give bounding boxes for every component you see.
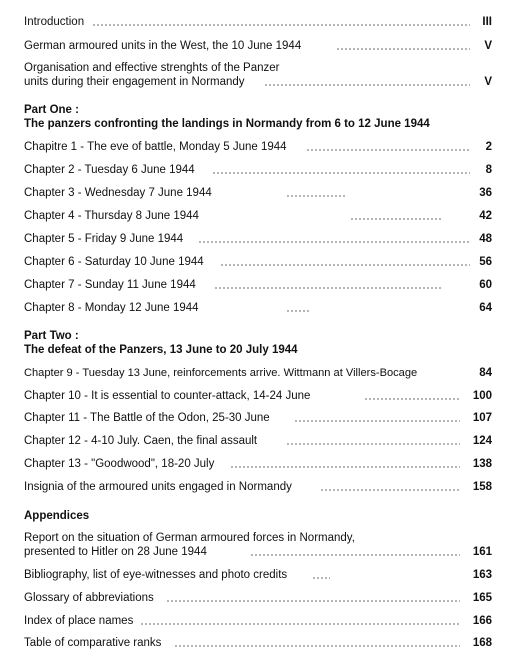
dot-leader xyxy=(214,287,442,289)
toc-entry-chapter-12 xyxy=(24,434,492,448)
toc-entry-page: 56 xyxy=(479,256,492,268)
toc-entry-page: 100 xyxy=(472,390,492,402)
toc-entry-title: Chapter 8 - Monday 12 June 1944 xyxy=(24,302,199,314)
toc-entry-bibliography xyxy=(24,568,492,582)
dot-leader xyxy=(294,420,460,422)
dot-leader xyxy=(286,443,460,445)
toc-entry-page: 163 xyxy=(472,569,492,581)
toc-entry-page: 124 xyxy=(472,435,492,447)
toc-entry-title: Chapter 3 - Wednesday 7 June 1944 xyxy=(24,187,212,199)
toc-entry-page: 42 xyxy=(479,210,492,222)
toc-entry-title: Chapter 10 - It is essential to counter-attack, 14-24 June xyxy=(24,390,311,402)
toc-entry-page: 48 xyxy=(479,233,492,245)
dot-leader xyxy=(312,577,330,579)
dot-leader xyxy=(230,466,460,468)
toc-entry-title: Chapter 12 - 4-10 July. Caen, the final assault xyxy=(24,435,258,447)
toc-entry-title: Chapter 13 - "Goodwood", 18-20 July xyxy=(24,458,215,470)
toc-entry-title: Chapter 7 - Sunday 11 June 1944 xyxy=(24,279,196,291)
toc-entry-organisation xyxy=(24,61,492,89)
toc-entry-page: 165 xyxy=(472,592,492,604)
toc-entry-title-line-1: Organisation and effective strenghts of the Panzer xyxy=(24,62,280,74)
part-two-label: Part Two : xyxy=(24,330,79,342)
toc-entry-chapter-10 xyxy=(24,389,492,403)
dot-leader xyxy=(220,264,470,266)
dot-leader xyxy=(286,310,310,312)
dot-leader xyxy=(286,195,346,197)
toc-entry-chapter-9 xyxy=(24,366,492,380)
toc-entry-title-line-2: presented to Hitler on 28 June 1944 xyxy=(24,546,207,558)
appendices-label: Appendices xyxy=(24,510,90,522)
toc-entry-german-units xyxy=(24,39,492,53)
toc-entry-page: 36 xyxy=(479,187,492,199)
part-two-subtitle: The defeat of the Panzers, 13 June to 20 July 1944 xyxy=(24,344,298,356)
toc-entry-title: Chapter 5 - Friday 9 June 1944 xyxy=(24,233,184,245)
dot-leader xyxy=(320,489,460,491)
toc-entry-title: Chapter 2 - Tuesday 6 June 1944 xyxy=(24,164,195,176)
toc-entry-title: Chapitre 1 - The eve of battle, Monday 5 June 1944 xyxy=(24,141,287,153)
toc-entry-page: 107 xyxy=(472,412,492,424)
toc-entry-title-line-2: units during their engagement in Normandy xyxy=(24,76,245,88)
toc-entry-ranks xyxy=(24,636,492,650)
toc-entry-chapter-1 xyxy=(24,140,492,154)
toc-entry-index xyxy=(24,614,492,628)
part-one-subtitle: The panzers confronting the landings in Normandy from 6 to 12 June 1944 xyxy=(24,118,430,130)
toc-entry-title: Table of comparative ranks xyxy=(24,637,162,649)
dot-leader xyxy=(250,554,460,556)
toc-entry-title: Index of place names xyxy=(24,615,134,627)
dot-leader xyxy=(198,241,470,243)
toc-entry-title: Introduction xyxy=(24,16,85,28)
toc-entry-chapter-5 xyxy=(24,232,492,246)
toc-entry-chapter-7 xyxy=(24,278,492,292)
toc-entry-title-line-1: Report on the situation of German armoured forces in Normandy, xyxy=(24,532,355,544)
toc-entry-chapter-11 xyxy=(24,411,492,425)
toc-entry-page: 168 xyxy=(472,637,492,649)
dot-leader xyxy=(92,24,470,26)
toc-entry-glossary xyxy=(24,591,492,605)
toc-entry-title: German armoured units in the West, the 10 June 1944 xyxy=(24,40,302,52)
toc-entry-page: 166 xyxy=(472,615,492,627)
toc-entry-chapter-8 xyxy=(24,301,492,315)
toc-entry-page: 161 xyxy=(472,546,492,558)
dot-leader xyxy=(364,398,460,400)
toc-entry-page: 64 xyxy=(479,302,492,314)
toc-entry-page: 158 xyxy=(472,481,492,493)
dot-leader xyxy=(174,645,460,647)
toc-entry-title: Chapter 4 - Thursday 8 June 1944 xyxy=(24,210,199,222)
toc-entry-report xyxy=(24,531,492,559)
toc-entry-chapter-6 xyxy=(24,255,492,269)
toc-entry-title: Chapter 6 - Saturday 10 June 1944 xyxy=(24,256,204,268)
toc-entry-page: 84 xyxy=(479,367,492,379)
toc-entry-insignia xyxy=(24,480,492,494)
toc-entry-page: V xyxy=(484,76,492,88)
dot-leader xyxy=(140,623,460,625)
toc-entry-chapter-4 xyxy=(24,209,492,223)
toc-entry-page: 8 xyxy=(485,164,492,176)
toc-entry-page: V xyxy=(484,40,492,52)
dot-leader xyxy=(212,172,470,174)
part-one-label: Part One : xyxy=(24,104,79,116)
toc-entry-page: 2 xyxy=(485,141,492,153)
toc-entry-chapter-2 xyxy=(24,163,492,177)
toc-entry-title: Insignia of the armoured units engaged in Normandy xyxy=(24,481,292,493)
dot-leader xyxy=(166,600,460,602)
toc-entry-page: 60 xyxy=(479,279,492,291)
toc-entry-chapter-13 xyxy=(24,457,492,471)
toc-entry-page: 138 xyxy=(472,458,492,470)
toc-entry-title: Chapter 9 - Tuesday 13 June, reinforcements arrive. Wittmann at Villers-Bocage xyxy=(24,367,418,379)
toc-entry-introduction xyxy=(24,15,492,29)
dot-leader xyxy=(306,149,470,151)
toc-entry-title: Glossary of abbreviations xyxy=(24,592,154,604)
dot-leader xyxy=(350,218,442,220)
toc-entry-title: Chapter 11 - The Battle of the Odon, 25-30 June xyxy=(24,412,270,424)
toc-entry-title: Bibliography, list of eye-witnesses and photo credits xyxy=(24,569,288,581)
toc-entry-page: III xyxy=(482,16,492,28)
toc-entry-chapter-3 xyxy=(24,186,492,200)
dot-leader xyxy=(336,48,470,50)
dot-leader xyxy=(264,84,470,86)
